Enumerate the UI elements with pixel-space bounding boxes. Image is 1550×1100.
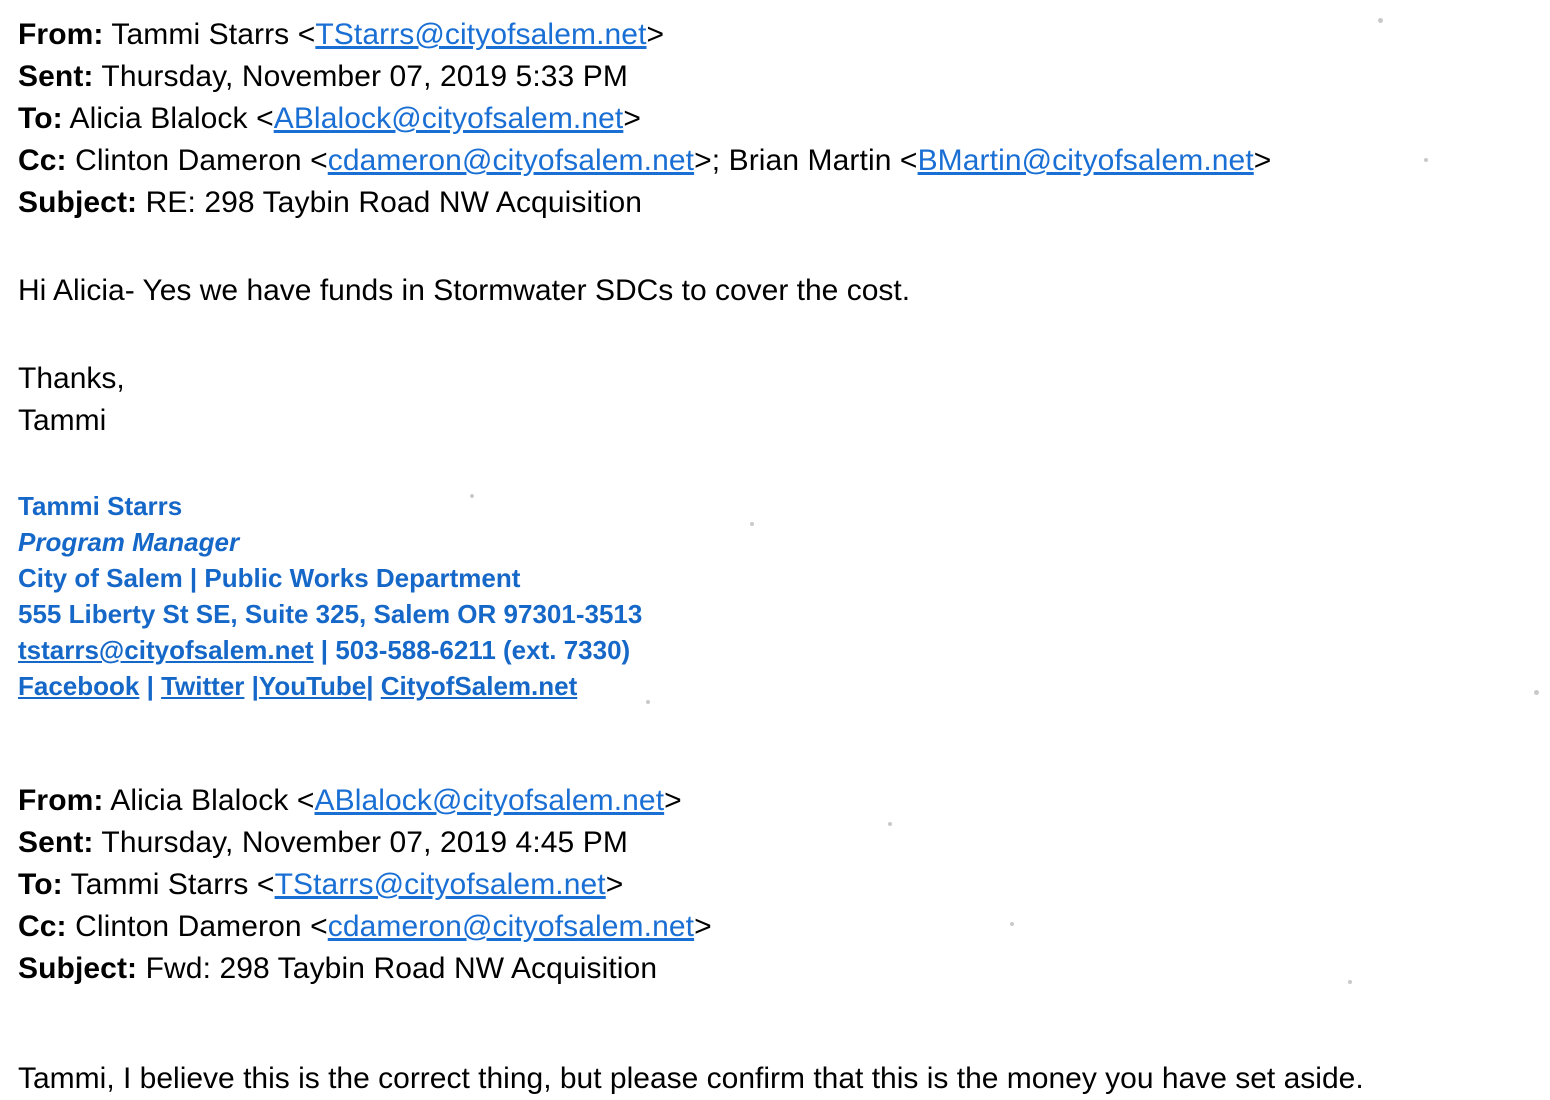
to-tail: >: [623, 102, 641, 135]
subject-label: Subject:: [18, 952, 138, 985]
twitter-link[interactable]: Twitter: [161, 671, 245, 701]
cc-label: Cc:: [18, 144, 67, 177]
from-tail: >: [646, 18, 665, 51]
spacer: [18, 704, 1550, 750]
spacer: [18, 750, 1550, 780]
cc-mid: >; Brian Martin <: [694, 144, 918, 177]
signature-org: City of Salem | Public Works Department: [18, 563, 521, 593]
signature-phone-separator: |: [313, 635, 336, 665]
cc-tail: >: [694, 910, 712, 943]
cc-name-1: Clinton Dameron <: [75, 910, 328, 943]
cc-name-1: Clinton Dameron <: [75, 144, 328, 177]
message-1-body-line-2: Thanks,: [18, 362, 125, 395]
from-email-link[interactable]: TStarrs@cityofsalem.net: [315, 18, 647, 51]
sent-label: Sent:: [18, 60, 94, 93]
from-name: Tammi Starrs <: [111, 18, 316, 51]
message-1-cc-line: [18, 140, 1550, 182]
to-name: Alicia Blalock <: [69, 102, 274, 135]
message-1-body-line-3: Tammi: [18, 404, 107, 437]
sent-label: Sent:: [18, 826, 94, 859]
message-2-subject-line: [18, 948, 1550, 990]
from-email-link[interactable]: ABlalock@cityofsalem.net: [314, 784, 665, 817]
cc-email-link-1[interactable]: cdameron@cityofsalem.net: [327, 144, 695, 177]
signature-title: Program Manager: [18, 527, 240, 557]
scan-speck: [1534, 690, 1539, 695]
facebook-link[interactable]: Facebook: [18, 671, 140, 701]
scan-speck: [1424, 158, 1428, 162]
message-2-from-line: [18, 780, 1550, 822]
scan-speck: [750, 522, 754, 526]
to-label: To:: [18, 868, 63, 901]
sent-value: Thursday, November 07, 2019 4:45 PM: [101, 826, 628, 859]
spacer: [18, 312, 1550, 358]
website-link[interactable]: CityofSalem.net: [380, 671, 578, 701]
cc-email-link-1[interactable]: cdameron@cityofsalem.net: [327, 910, 695, 943]
signature-contact-line: [18, 632, 1550, 668]
scan-speck: [888, 822, 892, 826]
message-1-sent-line: [18, 56, 1550, 98]
from-label: From:: [18, 18, 104, 51]
to-name: Tammi Starrs <: [70, 868, 275, 901]
message-2-cc-line: [18, 906, 1550, 948]
cc-tail: >: [1253, 144, 1272, 177]
subject-value: RE: 298 Taybin Road NW Acquisition: [145, 186, 643, 219]
message-2-sent-line: [18, 822, 1550, 864]
to-email-link[interactable]: ABlalock@cityofsalem.net: [273, 102, 624, 135]
to-email-link[interactable]: TStarrs@cityofsalem.net: [274, 868, 606, 901]
message-2-to-line: [18, 864, 1550, 906]
spacer: [18, 1036, 1550, 1058]
message-1-to-line: [18, 98, 1550, 140]
scan-speck: [1348, 980, 1352, 984]
signature-name: Tammi Starrs: [18, 491, 183, 521]
signature-social-line: [18, 668, 1550, 704]
message-1-subject-line: [18, 182, 1550, 224]
from-label: From:: [18, 784, 104, 817]
from-name: Alicia Blalock <: [110, 784, 315, 817]
youtube-link[interactable]: YouTube: [258, 671, 367, 701]
scan-speck: [1010, 922, 1014, 926]
signature-phone: 503-588-6211 (ext. 7330): [335, 635, 631, 665]
scan-speck: [470, 494, 474, 498]
to-tail: >: [605, 868, 624, 901]
signature-email-link[interactable]: tstarrs@cityofsalem.net: [18, 635, 314, 665]
scan-speck: [1378, 18, 1383, 23]
social-separator-2: |: [244, 671, 259, 701]
spacer: [18, 990, 1550, 1036]
scan-speck: [646, 700, 650, 704]
message-1-from-line: [18, 14, 1550, 56]
social-separator-1: |: [139, 671, 162, 701]
subject-value: Fwd: 298 Taybin Road NW Acquisition: [145, 952, 658, 985]
cc-label: Cc:: [18, 910, 67, 943]
message-2-body-line-1: Tammi, I believe this is the correct thing, but please confirm that this is the money you have set aside.: [18, 1062, 1364, 1095]
cc-email-link-2[interactable]: BMartin@cityofsalem.net: [917, 144, 1254, 177]
social-separator-3: |: [366, 671, 381, 701]
spacer: [18, 442, 1550, 488]
from-tail: >: [664, 784, 682, 817]
signature-address: 555 Liberty St SE, Suite 325, Salem OR 97301-3513: [18, 599, 643, 629]
sent-value: Thursday, November 07, 2019 5:33 PM: [101, 60, 628, 93]
subject-label: Subject:: [18, 186, 138, 219]
spacer: [18, 224, 1550, 270]
message-1-body-line-1: Hi Alicia- Yes we have funds in Stormwater SDCs to cover the cost.: [18, 274, 911, 307]
to-label: To:: [18, 102, 63, 135]
